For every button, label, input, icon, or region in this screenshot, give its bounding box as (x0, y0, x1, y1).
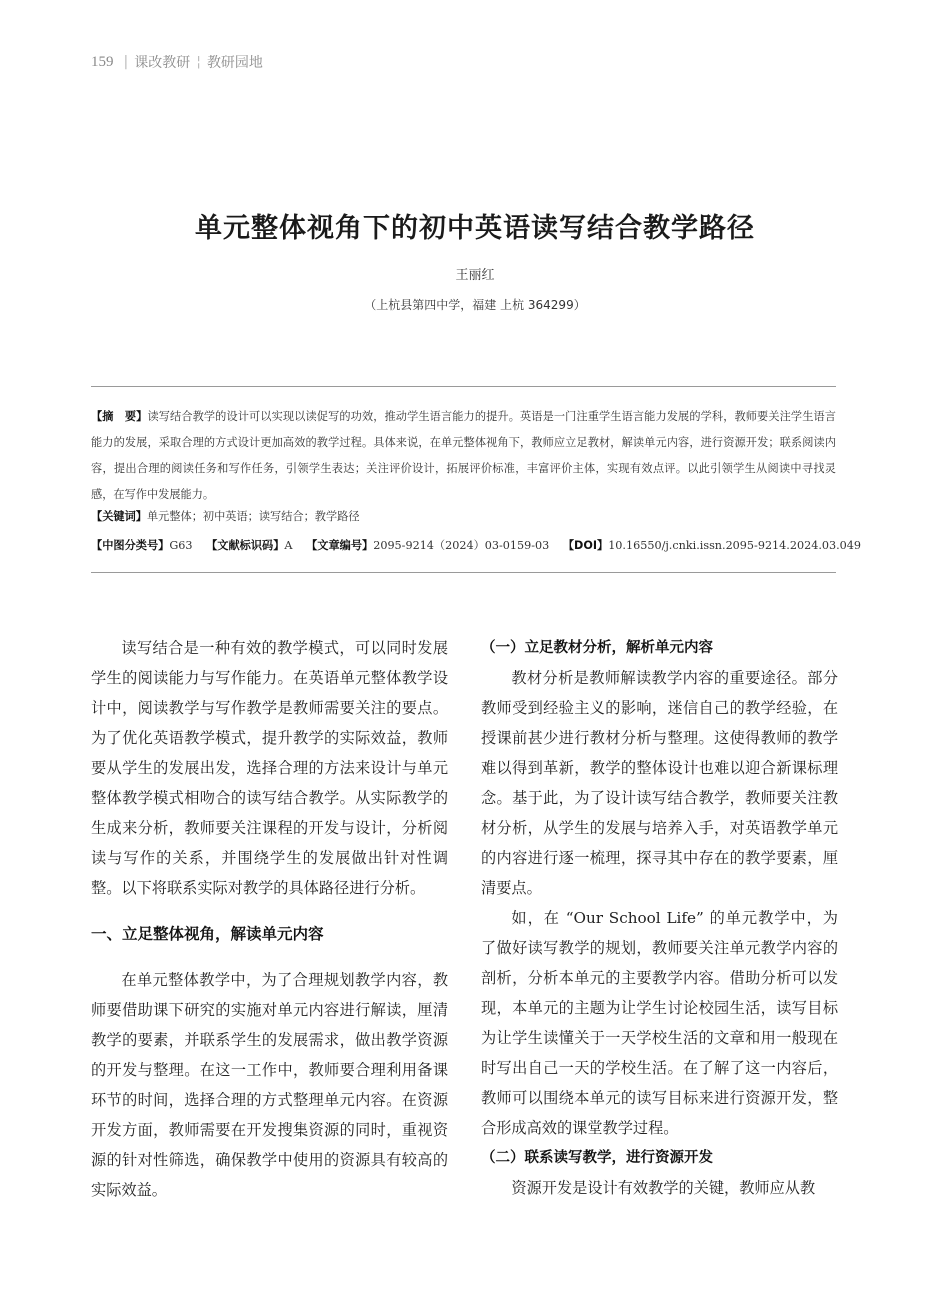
section-1-heading: 一、立足整体视角，解读单元内容 (91, 925, 324, 943)
subsection-1-paragraph-2: 如，在 “Our School Life” 的单元教学中，为了做好读写教学的规划，教师要关注单元教学内容的剖析，分析本单元的主要教学内容。借助分析可以发现，本单元的主题为让学生讨论校园生活，读写目标为让学生读懂关于一天学校生活的文章和用一般现在时写出自己一天的学校生活。在了解了这一内容后，教师可以围绕本单元的读写目标来进行资源开发，整合形成高效的课堂教学过程。 (481, 909, 838, 1137)
subsection-1-paragraph-1: 教材分析是教师解读教学内容的重要途径。部分教师受到经验主义的影响，迷信自己的教学经验，在授课前甚少进行教材分析与整理。这使得教师的教学难以得到革新，教学的整体设计也难以迎合新课标理念。基于此，为了设计读写结合教学，教师要关注教材分析，从学生的发展与培养入手，对英语教学单元的内容进行逐一梳理，探寻其中存在的教学要素，厘清要点。 (481, 669, 838, 897)
keywords-label: 【关键词】 (91, 510, 147, 523)
classification-line (91, 537, 862, 553)
doi-value: 10.16550/j.cnki.issn.2095-9214.2024.03.049 (608, 539, 862, 552)
clc-value: G63 (169, 539, 193, 552)
abstract-label: 【摘 要】 (91, 410, 148, 423)
intro-paragraph: 读写结合是一种有效的教学模式，可以同时发展学生的阅读能力与写作能力。在英语单元整体教学设计中，阅读教学与写作教学是教师需要关注的要点。为了优化英语教学模式，提升教学的实际效益，教师要从学生的发展出发，选择合理的方法来设计与单元整体教学模式相吻合的读写结合教学。从实际教学的生成来分析，教师要关注课程的开发与设计，分析阅读与写作的关系，并围绕学生的发展做出针对性调整。以下将联系实际对教学的具体路径进行分析。 (91, 639, 448, 897)
header-separator: ¦ (196, 54, 201, 70)
article-title: 单元整体视角下的初中英语读写结合教学路径 (195, 213, 755, 244)
article-no-label: 【文章编号】 (306, 539, 374, 552)
header-divider: | (123, 54, 129, 70)
keywords-line (91, 508, 851, 524)
author-affiliation: （上杭县第四中学，福建 上杭 364299） (364, 298, 586, 312)
clc-label: 【中图分类号】 (91, 539, 170, 552)
doc-code-value: A (284, 539, 293, 552)
doi-label: 【DOI】 (562, 539, 609, 552)
article-author: 王丽红 (455, 268, 495, 283)
top-rule (91, 386, 836, 387)
section-1-paragraph: 在单元整体教学中，为了合理规划教学内容，教师要借助课下研究的实施对单元内容进行解读，厘清教学的要素，并联系学生的发展需求，做出教学资源的开发与整理。在这一工作中，教师要合理利用备课环节的时间，选择合理的方式整理单元内容。在资源开发方面，教师需要在开发搜集资源的同时，重视资源的针对性筛选，确保教学中使用的资源具有较高的实际效益。 (91, 971, 448, 1199)
subsection-2-paragraph: 资源开发是设计有效教学的关键，教师应从教 (511, 1179, 816, 1197)
header-subsection: 教研园地 (206, 55, 263, 71)
keywords-text: 单元整体；初中英语；读写结合；教学路径 (146, 510, 360, 523)
page-number: 159 (91, 53, 114, 70)
abstract (91, 404, 836, 508)
doc-code-label: 【文献标识码】 (206, 539, 285, 552)
subsection-1-heading: （一）立足教材分析，解析单元内容 (481, 640, 713, 656)
abstract-text: 读写结合教学的设计可以实现以读促写的功效，推动学生语言能力的提升。英语是一门注重学生语言能力发展的学科，教师要关注学生语言能力的发展，采取合理的方式设计更加高效的教学过程。具体来说，在单元整体视角下，教师应立足教材，解读单元内容，进行资源开发；联系阅读内容，提出合理的阅读任务和写作任务，引领学生表达；关注评价设计，拓展评价标准，丰富评价主体，实现有效点评。以此引领学生从阅读中寻找灵感，在写作中发展能力。 (91, 410, 836, 501)
article-no-value: 2095-9214（2024）03-0159-03 (373, 539, 550, 552)
right-column (481, 633, 838, 1203)
subsection-2-heading: （二）联系读写教学，进行资源开发 (481, 1150, 713, 1166)
left-column (91, 633, 448, 1205)
header-section: 课改教研 (134, 55, 191, 71)
running-header (91, 52, 263, 72)
bottom-rule (91, 572, 836, 573)
